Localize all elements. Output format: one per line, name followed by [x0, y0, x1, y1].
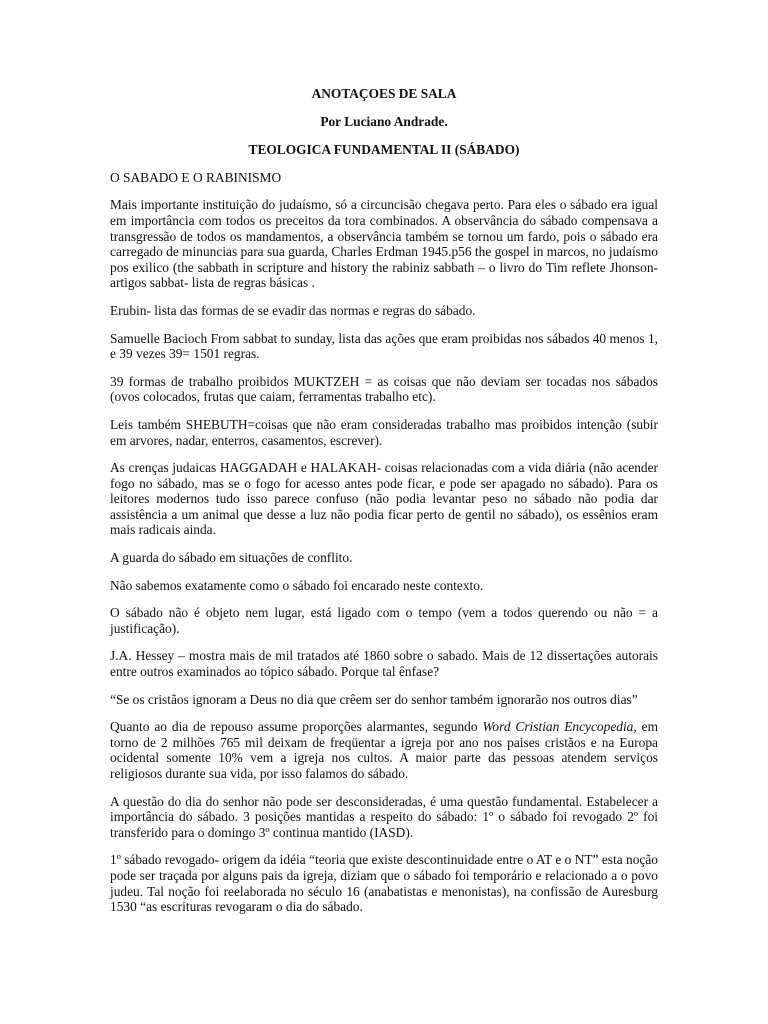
paragraph-text: J.A. Hessey – mostra mais de mil tratados até 1860 sobre o sabado. Mais de 12 dissertações autorais entre outros examinados ao tópico sábado. Porque tal ênfase? — [110, 648, 658, 680]
body-paragraph — [110, 719, 658, 781]
body-paragraph — [110, 303, 658, 319]
paragraph-text: Quanto ao dia de repouso assume proporções alarmantes, segundo — [110, 719, 483, 735]
body-paragraph — [110, 550, 658, 566]
paragraph-text: “Se os cristãos ignoram a Deus no dia que crêem ser do senhor também ignorarão nos outros dias” — [110, 691, 638, 707]
section-title: O SABADO E O RABINISMO — [110, 169, 282, 185]
paragraph-text: A questão do dia do senhor não pode ser desconsideradas, é uma questão fundamental. Estabelecer a importância do sábado. 3 posições mantidas a respeito do sábado: 1º o sábado foi revogado 2º foi transferido para o domingo 3º continua mantido (IASD). — [110, 793, 658, 840]
document-subject: TEOLOGICA FUNDAMENTAL II (SÁBADO) — [248, 142, 520, 158]
body-paragraph — [110, 692, 658, 708]
document-author: Por Luciano Andrade. — [320, 113, 448, 129]
paragraph-text: , em torno de 2 milhões 765 mil deixam de freqüentar a igreja por ano nos paises cristãos e na Europa ocidental somente 10% vem a igreja nos cultos. A maior parte das pessoas atendem serviços religiosos durante sua vida, por isso falamos do sábado. — [110, 719, 659, 781]
paragraph-list — [110, 197, 658, 914]
paragraph-text: As crenças judaicas HAGGADAH e HALAKAH- coisas relacionadas com a vida diária (não acender fogo no sábado, mas se o fogo for acesso antes pode ficar, e pode ser apagado no sábado). Para os leitores modernos tudo isso parece confuso (não podia levantar peso no sábado não podia dar assistência a um animal que desse a luz não podia ficar perto de gentil no sábado), os essênios eram mais radicais ainda. — [110, 460, 658, 538]
body-paragraph — [110, 648, 658, 679]
body-paragraph — [110, 374, 658, 405]
paragraph-text: Não sabemos exatamente como o sábado foi encarado neste contexto. — [110, 577, 484, 593]
body-paragraph — [110, 794, 658, 841]
body-paragraph — [110, 578, 658, 594]
body-paragraph — [110, 331, 658, 362]
document-page — [110, 86, 658, 927]
paragraph-text: Samuelle Bacioch From sabbat to sunday, lista das ações que eram proibidas nos sábados 40 menos 1, e 39 vezes 39= 1501 regras. — [110, 330, 658, 362]
body-paragraph — [110, 417, 658, 448]
paragraph-text: O sábado não é objeto nem lugar, está ligado com o tempo (vem a todos querendo ou não = a justificação). — [110, 605, 658, 636]
paragraph-text: Mais importante instituição do judaísmo, só a circuncisão chegava perto. Para eles o sábado era igual em importância com todos os preceitos da tora combinados. A observância do sábado compensava a transgressão de todos os mandamentos, a observância também se tornou um fardo, pois o sábado era carregado de minuncias para sua guarda, Charles Erdman 1945.p56 the gospel in marcos, no judaísmo pos exilico (the sabbath in scripture and history the rabiniz sabbath – o livro do Tim reflete Jhonson- artigos sabbat- lista de regras básicas . — [110, 197, 658, 291]
body-paragraph — [110, 197, 658, 291]
body-paragraph — [110, 605, 658, 636]
paragraph-text: A guarda do sábado em situações de conflito. — [110, 550, 353, 566]
body-paragraph — [110, 460, 658, 538]
italic-reference: Word Cristian Encycopedia — [482, 719, 634, 735]
paragraph-text: Leis também SHEBUTH=coisas que não eram consideradas trabalho mas proibidos intenção (subir em arvores, nadar, enterros, casamentos, escrever). — [110, 416, 658, 448]
document-title: ANOTAÇOES DE SALA — [311, 86, 457, 101]
paragraph-text: Erubin- lista das formas de se evadir das normas e regras do sábado. — [110, 302, 476, 318]
paragraph-text: 1º sábado revogado- origem da idéia “teoria que existe descontinuidade entre o AT e o NT” esta noção pode ser traçada por alguns pais da igreja, diziam que o sábado foi temporário e relacionado a o povo judeu. Tal noção foi reelaborada no século 16 (anabatistas e menonistas), na confissão de Auresburg 1530 “as escrituras revogaram o dia do sábado. — [110, 852, 658, 915]
paragraph-text: 39 formas de trabalho proibidos MUKTZEH = as coisas que não deviam ser tocadas nos sábados (ovos colocados, frutas que caiam, ferramentas trabalho etc). — [110, 373, 658, 405]
body-paragraph — [110, 852, 658, 914]
